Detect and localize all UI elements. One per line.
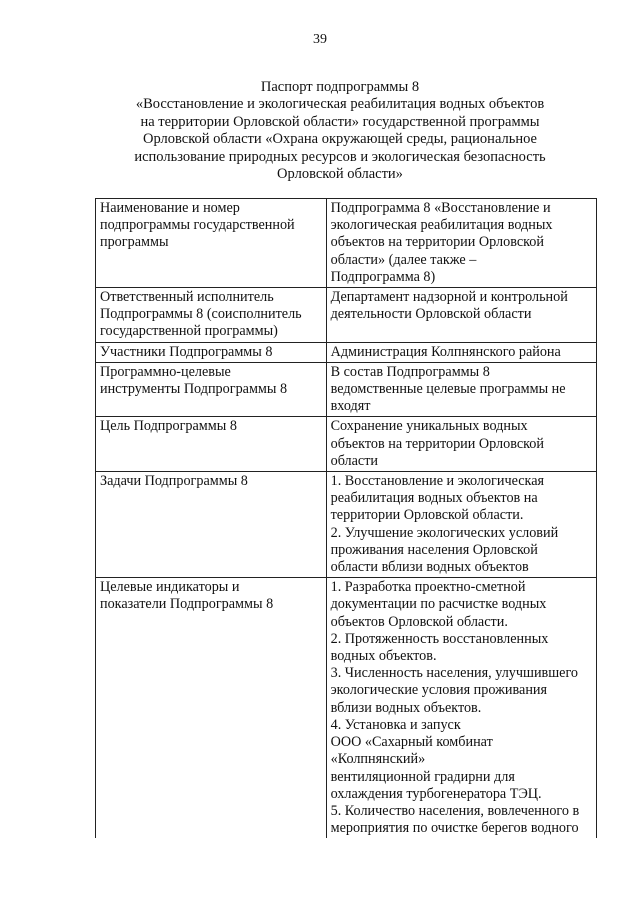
cell-text-line: экологическая реабилитация водных: [330, 217, 553, 234]
row-name-cell: [96, 342, 327, 362]
cell-text-line: Задачи Подпрограммы 8: [100, 473, 248, 490]
cell-text-line: Ответственный исполнитель: [100, 289, 274, 306]
row-value-cell: [326, 199, 596, 288]
table-row: [96, 472, 597, 578]
cell-text-line: ведомственные целевые программы не: [330, 381, 566, 398]
cell-text-line: Подпрограмма 8): [330, 268, 436, 285]
row-name-cell: [96, 288, 327, 343]
cell-text-line: Цель Подпрограммы 8: [100, 418, 237, 435]
passport-table: [95, 198, 597, 838]
cell-text-line: документации по расчистке водных: [330, 596, 547, 613]
row-value-cell: [326, 472, 596, 578]
cell-text-line: вентиляционной градирни для: [330, 768, 515, 785]
table-row: [96, 288, 597, 343]
cell-text-line: объектов на территории Орловской: [330, 234, 544, 251]
cell-text-line: объектов Орловской области.: [330, 613, 508, 630]
table-row: [96, 362, 597, 417]
title-line: использование природных ресурсов и экологическая безопасность: [134, 148, 546, 165]
cell-text-line: охлаждения турбогенератора ТЭЦ.: [330, 785, 542, 802]
table-row: [96, 342, 597, 362]
cell-text-line: мероприятия по очистке берегов водного: [330, 820, 579, 837]
cell-text-line: 3. Численность населения, улучшившего: [330, 665, 579, 682]
title-line: «Восстановление и экологическая реабилитация водных объектов: [135, 96, 545, 113]
cell-text-line: Сохранение уникальных водных: [330, 418, 528, 435]
cell-text-line: 1. Разработка проектно-сметной: [330, 579, 526, 596]
cell-text-line: области» (далее также –: [330, 251, 477, 268]
page-number: 39: [313, 32, 327, 47]
row-name-cell: [96, 578, 327, 839]
passport-table-body: [96, 199, 597, 839]
cell-text-line: 5. Количество населения, вовлеченного в: [330, 802, 580, 819]
cell-text-line: Наименование и номер: [100, 200, 240, 216]
cell-text-line: проживания населения Орловской: [330, 541, 538, 558]
title-line: Паспорт подпрограммы 8: [260, 79, 420, 95]
row-value-cell: [326, 417, 596, 472]
cell-text-line: входят: [330, 398, 371, 415]
cell-text-line: деятельности Орловской области: [330, 306, 532, 323]
cell-text-line: программы: [100, 234, 169, 251]
cell-text-line: Целевые индикаторы и: [100, 579, 240, 596]
cell-text-line: Подпрограммы 8 (соисполнитель: [100, 306, 302, 323]
cell-text-line: инструменты Подпрограммы 8: [100, 381, 288, 398]
cell-text-line: территории Орловской области.: [330, 507, 524, 524]
cell-text-line: Департамент надзорной и контрольной: [330, 289, 568, 306]
cell-text-line: Программно-целевые: [100, 363, 231, 380]
cell-text-line: 2. Улучшение экологических условий: [330, 524, 559, 541]
cell-text-line: водных объектов.: [330, 648, 437, 665]
row-name-cell: [96, 417, 327, 472]
cell-text-line: 2. Протяженность восстановленных: [330, 630, 549, 647]
row-name-cell: [96, 362, 327, 417]
cell-text-line: Участники Подпрограммы 8: [100, 343, 273, 360]
cell-text-line: 1. Восстановление и экологическая: [330, 473, 545, 490]
title-line: Орловской области»: [277, 166, 403, 183]
cell-text-line: объектов на территории Орловской: [330, 435, 544, 452]
title-line: на территории Орловской области» государственной программы: [140, 113, 540, 130]
table-row: [96, 199, 597, 288]
table-row: [96, 578, 597, 839]
cell-text-line: реабилитация водных объектов на: [330, 490, 538, 507]
cell-text-line: экологические условия проживания: [330, 682, 548, 699]
cell-text-line: области вблизи водных объектов: [330, 559, 529, 576]
row-value-cell: [326, 288, 596, 343]
cell-text-line: ООО «Сахарный комбинат: [330, 734, 493, 751]
row-value-cell: [326, 342, 596, 362]
cell-text-line: Администрация Колпнянского района: [330, 343, 561, 360]
row-name-cell: [96, 472, 327, 578]
cell-text-line: показатели Подпрограммы 8: [100, 596, 274, 613]
cell-text-line: государственной программы): [100, 323, 278, 340]
row-value-cell: [326, 578, 596, 839]
cell-text-line: «Колпнянский»: [330, 751, 426, 768]
cell-text-line: 4. Установка и запуск: [330, 716, 461, 733]
cell-text-line: В состав Подпрограммы 8: [330, 363, 490, 380]
row-name-cell: [96, 199, 327, 288]
table-row: [96, 417, 597, 472]
document-title: [100, 79, 580, 183]
title-line: Орловской области «Охрана окружающей среды, рациональное: [143, 131, 537, 148]
cell-text-line: Подпрограмма 8 «Восстановление и: [330, 200, 551, 216]
cell-text-line: подпрограммы государственной: [100, 217, 295, 234]
cell-text-line: области: [330, 452, 379, 469]
cell-text-line: вблизи водных объектов.: [330, 699, 482, 716]
row-value-cell: [326, 362, 596, 417]
